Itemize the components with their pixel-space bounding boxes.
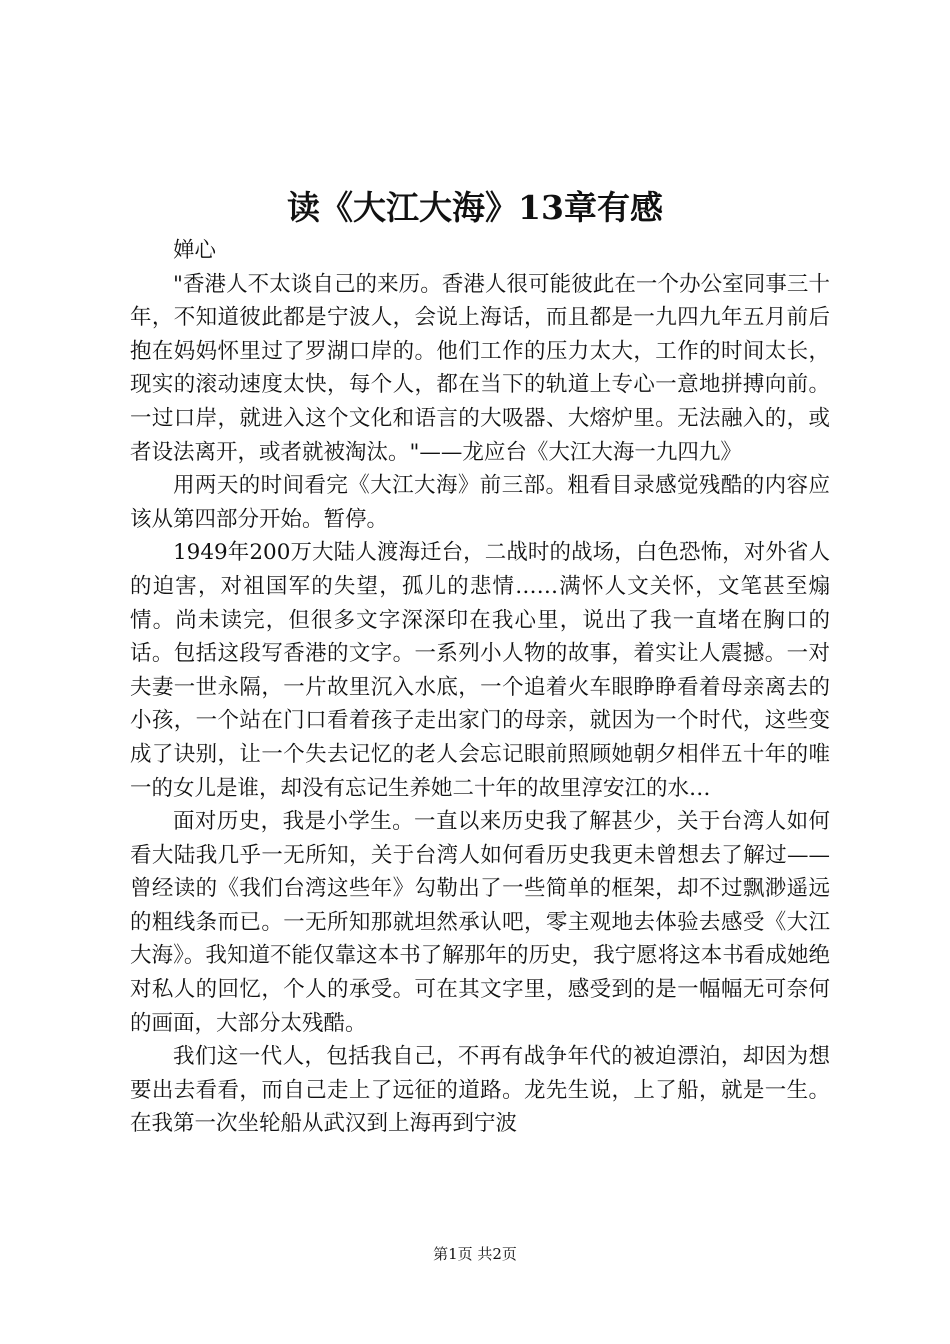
paragraph-3: 面对历史，我是小学生。一直以来历史我了解甚少，关于台湾人如何看大陆我几乎一无所知，关于台湾人如何看历史我更未曾想去了解过——曾经读的《我们台湾这些年》勾勒出了一些简单的框架，却不过飘渺遥远的粗线条而已。一无所知那就坦然承认吧，零主观地去体验去感受《大江大海》。我知道不能仅靠这本书了解那年的历史，我宁愿将这本书看成她绝对私人的回忆，个人的承受。可在其文字里，感受到的是一幅幅无可奈何的画面，大部分太残酷。: [130, 809, 830, 1036]
paragraph-quote: "香港人不太谈自己的来历。香港人很可能彼此在一个办公室同事三十年，不知道彼此都是宁波人，会说上海话，而且都是一九四九年五月前后抱在妈妈怀里过了罗湖口岸的。他们工作的压力太大，工作的时间太长，现实的滚动速度太快，每个人，都在当下的轨道上专心一意地拼搏向前。一过口岸，就进入这个文化和语言的大吸器、大熔炉里。无法融入的，或者设法离开，或者就被淘汰。"——龙应台《大江大海一九四九》: [130, 271, 830, 465]
paragraph-2: 1949年200万大陆人渡海迁台，二战时的战场，白色恐怖，对外省人的迫害，对祖国军的失望，孤儿的悲情……满怀人文关怀，文笔甚至煽情。尚未读完，但很多文字深深印在我心里，说出了我一直堵在胸口的话。包括这段写香港的文字。一系列小人物的故事，着实让人震撼。一对夫妻一世永隔，一片故里沉入水底，一个追着火车眼睁睁看着母亲离去的小孩，一个站在门口看着孩子走出家门的母亲，就因为一个时代，这些变成了诀别，让一个失去记忆的老人会忘记眼前照顾她朝夕相伴五十年的唯一的女儿是谁，却没有忘记生养她二十年的故里淳安江的水…: [130, 540, 830, 801]
document-title: 读《大江大海》13章有感: [287, 188, 663, 227]
document-body: [130, 234, 830, 1141]
paragraph-4: 我们这一代人，包括我自己，不再有战争年代的被迫漂泊，却因为想要出去看看，而自己走上了远征的道路。龙先生说，上了船，就是一生。在我第一次坐轮船从武汉到上海再到宁波: [130, 1044, 830, 1137]
paragraph-1: 用两天的时间看完《大江大海》前三部。粗看目录感觉残酷的内容应该从第四部分开始。暂停。: [130, 473, 830, 532]
author-line: 婵心: [173, 238, 217, 263]
page-footer: 第1页 共2页: [433, 1245, 517, 1263]
